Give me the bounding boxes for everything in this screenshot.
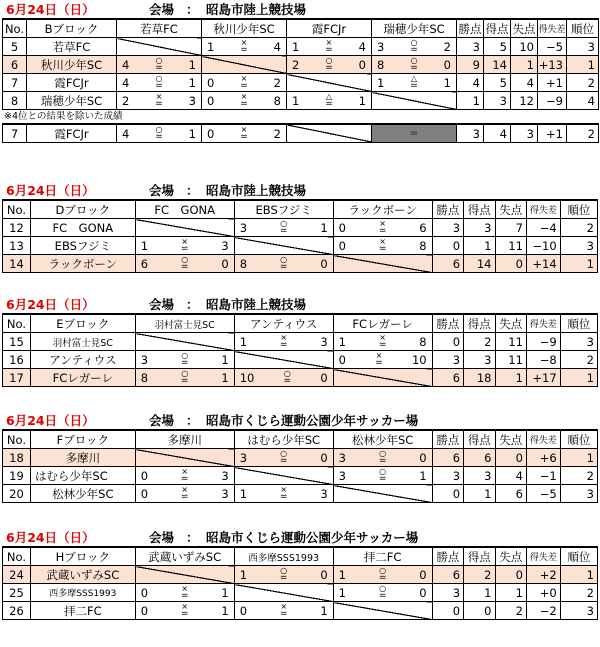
match-result: 1 × = 8	[333, 333, 432, 351]
venue-name: 昭島市くじら運動公園少年サッカー場	[206, 530, 419, 545]
gd-header: 得失差	[526, 430, 560, 449]
table-header-row	[3, 314, 598, 333]
match-result: 1 × = 3	[234, 485, 333, 503]
rank: 2	[560, 219, 597, 237]
goals-against: 11	[495, 333, 526, 351]
rank-header: 順位	[560, 314, 597, 333]
match-result: 1 × = 3	[135, 237, 234, 255]
rank: 1	[560, 449, 597, 467]
goals-against: 12	[511, 92, 538, 110]
match-result: 1 ○ = 0	[234, 566, 333, 584]
goal-difference: −9	[526, 333, 560, 351]
ga-header: 失点	[495, 430, 526, 449]
match-result: 1 △ = 1	[372, 74, 457, 92]
table-row	[3, 449, 598, 467]
venue-colon: ：	[186, 297, 199, 312]
team-name: 霞FCJr	[27, 74, 117, 92]
team-name: EBSフジミ	[30, 237, 135, 255]
rank-header: 順位	[560, 200, 597, 219]
match-result: 4 ○ = 1	[117, 124, 202, 143]
self-match-cell	[135, 219, 234, 237]
match-result: 0 × = 3	[135, 485, 234, 503]
ga-header: 失点	[495, 314, 526, 333]
venue-name: 昭島市陸上競技場	[206, 183, 307, 198]
points-header: 勝点	[432, 200, 463, 219]
goals-for: 0	[464, 602, 495, 620]
team-no: 7	[3, 74, 27, 92]
no-header: No.	[3, 430, 31, 449]
points: 3	[457, 38, 484, 56]
standings-table	[2, 313, 598, 387]
team-name: 武蔵いずみSC	[30, 566, 135, 584]
self-match-cell	[333, 602, 432, 620]
goals-for: 6	[464, 449, 495, 467]
venue-colon: ：	[186, 530, 199, 545]
ga-header: 失点	[495, 200, 526, 219]
match-result: 3 ○ = 1	[135, 351, 234, 369]
goal-difference: +1	[538, 74, 567, 92]
points: 6	[432, 449, 463, 467]
match-result: 0 × = 8	[202, 92, 287, 110]
gf-header: 得点	[484, 19, 511, 38]
team-name: はむら少年SC	[30, 467, 135, 485]
goals-against: 11	[495, 237, 526, 255]
venue-label: 会場	[149, 2, 175, 17]
match-result: 2 × = 3	[117, 92, 202, 110]
points-header: 勝点	[432, 314, 463, 333]
match-result: 3 ○ = 1	[333, 467, 432, 485]
goal-difference: −4	[526, 219, 560, 237]
goal-difference: +13	[538, 56, 567, 74]
goal-difference: +6	[526, 449, 560, 467]
block-header	[2, 413, 598, 429]
venue-label: 会場	[149, 297, 175, 312]
goals-against: 1	[495, 584, 526, 602]
rank: 1	[567, 56, 599, 74]
excluded-results-table	[2, 123, 599, 143]
match-result: 8 ○ = 0	[372, 56, 457, 74]
points: 0	[432, 237, 463, 255]
team-no: 18	[3, 449, 31, 467]
points: 6	[432, 369, 463, 387]
goal-difference: −8	[526, 351, 560, 369]
match-result: 10 ○ = 0	[234, 369, 333, 387]
venue-label: 会場	[149, 530, 175, 545]
table-row	[3, 56, 599, 74]
ga-header: 失点	[495, 547, 526, 566]
column-team: アンティウス	[234, 314, 333, 333]
match-result: 0 × = 2	[202, 74, 287, 92]
self-match-cell	[234, 237, 333, 255]
team-no: 20	[3, 485, 31, 503]
points: 0	[432, 333, 463, 351]
block-header	[2, 183, 598, 199]
column-team: はむら少年SC	[234, 430, 333, 449]
team-name: 若草FC	[27, 38, 117, 56]
no-header: No.	[3, 19, 27, 38]
self-match-cell	[135, 449, 234, 467]
standings-table	[2, 18, 599, 110]
table-row	[3, 124, 599, 143]
team-name: FCレガーレ	[30, 369, 135, 387]
points: 3	[457, 124, 484, 143]
goal-difference: +17	[526, 369, 560, 387]
goals-for: 5	[484, 74, 511, 92]
table-header-row	[3, 19, 599, 38]
match-date: 6月24日（日）	[6, 2, 95, 17]
match-result: 1 × = 3	[234, 333, 333, 351]
block-name: Bブロック	[27, 19, 117, 38]
table-row	[3, 92, 599, 110]
team-name: ラックボーン	[30, 255, 135, 273]
self-match-cell	[234, 351, 333, 369]
goal-difference: −5	[538, 38, 567, 56]
self-match-cell	[333, 485, 432, 503]
goals-for: 2	[464, 566, 495, 584]
rank: 3	[560, 333, 597, 351]
match-result: 3 ○ = 2	[372, 38, 457, 56]
block-b	[2, 2, 599, 143]
team-no: 13	[3, 237, 31, 255]
goals-for: 3	[464, 219, 495, 237]
goals-for: 2	[464, 333, 495, 351]
goals-against: 1	[511, 56, 538, 74]
points: 0	[432, 602, 463, 620]
venue-colon: ：	[186, 2, 199, 17]
match-result: 3 ○ = 0	[333, 449, 432, 467]
match-result: 1 × = 4	[202, 38, 287, 56]
block-name: Eブロック	[30, 314, 135, 333]
venue-colon: ：	[186, 413, 199, 428]
block-d	[2, 183, 598, 273]
team-name: 松林少年SC	[30, 485, 135, 503]
goals-against: 0	[495, 566, 526, 584]
goal-difference: −9	[538, 92, 567, 110]
team-no: 5	[3, 38, 27, 56]
goal-difference: +14	[526, 255, 560, 273]
table-row	[3, 467, 598, 485]
block-f	[2, 413, 598, 503]
self-match-cell	[234, 584, 333, 602]
points: 6	[432, 255, 463, 273]
team-name: 多摩川	[30, 449, 135, 467]
match-result: 0 × = 1	[234, 602, 333, 620]
self-match-cell	[287, 74, 372, 92]
self-match-cell	[234, 467, 333, 485]
match-result: 0 × = 1	[135, 602, 234, 620]
team-no: 12	[3, 219, 31, 237]
table-row	[3, 566, 598, 584]
table-header-row	[3, 200, 598, 219]
rank: 3	[560, 602, 597, 620]
goals-for: 1	[464, 485, 495, 503]
team-no: 6	[3, 56, 27, 74]
points: 3	[432, 584, 463, 602]
no-header: No.	[3, 314, 31, 333]
goals-against: 1	[495, 369, 526, 387]
points: 4	[457, 74, 484, 92]
venue-name: 昭島市くじら運動公園少年サッカー場	[206, 413, 419, 428]
block-name: Hブロック	[30, 547, 135, 566]
venue-name: 昭島市陸上競技場	[206, 2, 307, 17]
goals-for: 14	[484, 56, 511, 74]
team-no: 7	[3, 124, 27, 143]
table-header-row	[3, 430, 598, 449]
team-name: 秋川少年SC	[27, 56, 117, 74]
match-result: 0 × = 2	[202, 124, 287, 143]
footnote: ※4位との結果を除いた成績	[4, 111, 123, 122]
table-row	[3, 237, 598, 255]
venue-label: 会場	[149, 183, 175, 198]
points: 1	[457, 92, 484, 110]
self-match-cell	[333, 255, 432, 273]
match-date: 6月24日（日）	[6, 297, 95, 312]
goals-against: 4	[511, 74, 538, 92]
block-header	[2, 530, 598, 546]
points-header: 勝点	[432, 547, 463, 566]
match-result: 0 × = 1	[135, 584, 234, 602]
excluded-cell: =	[372, 124, 457, 143]
table-row	[3, 485, 598, 503]
column-team: 松林少年SC	[333, 430, 432, 449]
team-no: 15	[3, 333, 31, 351]
match-result: 0 × = 10	[333, 351, 432, 369]
match-result: 6 ○ = 0	[135, 255, 234, 273]
column-team: 多摩川	[135, 430, 234, 449]
block-e	[2, 297, 598, 387]
points: 3	[432, 351, 463, 369]
match-result: 0 × = 6	[333, 219, 432, 237]
column-team: FC GONA	[135, 200, 234, 219]
goals-for: 14	[464, 255, 495, 273]
goal-difference: −10	[526, 237, 560, 255]
table-row	[3, 369, 598, 387]
standings-table	[2, 546, 598, 620]
column-team: 霞FCJr	[287, 19, 372, 38]
match-result: 1 × = 4	[287, 38, 372, 56]
block-name: Fブロック	[30, 430, 135, 449]
column-team: 若草FC	[117, 19, 202, 38]
goals-for: 3	[464, 467, 495, 485]
match-result: 1 ○ = 0	[333, 566, 432, 584]
rank: 2	[560, 467, 597, 485]
rank-header: 順位	[567, 19, 599, 38]
rank: 2	[560, 584, 597, 602]
goals-against: 3	[511, 124, 538, 143]
rank: 3	[567, 38, 599, 56]
ga-header: 失点	[511, 19, 538, 38]
team-no: 25	[3, 584, 31, 602]
goals-against: 11	[495, 351, 526, 369]
rank: 1	[560, 255, 597, 273]
gf-header: 得点	[464, 547, 495, 566]
table-row	[3, 584, 598, 602]
team-name: 拝二FC	[30, 602, 135, 620]
rank: 3	[560, 237, 597, 255]
table-header-row	[3, 547, 598, 566]
match-result: 4 ○ = 1	[117, 56, 202, 74]
column-team: EBSフジミ	[234, 200, 333, 219]
gd-header: 得失差	[526, 314, 560, 333]
table-row	[3, 219, 598, 237]
goal-difference: −5	[526, 485, 560, 503]
team-name: FC GONA	[30, 219, 135, 237]
match-result: 2 ○ = 0	[287, 56, 372, 74]
goals-for: 4	[484, 124, 511, 143]
column-team: ラックボーン	[333, 200, 432, 219]
rank: 4	[567, 92, 599, 110]
goals-against: 0	[495, 449, 526, 467]
match-result: 0 × = 3	[135, 467, 234, 485]
gd-header: 得失差	[526, 547, 560, 566]
goals-for: 1	[464, 237, 495, 255]
goal-difference: −2	[526, 602, 560, 620]
team-no: 17	[3, 369, 31, 387]
table-row	[3, 333, 598, 351]
table-row	[3, 255, 598, 273]
goal-difference: +2	[526, 566, 560, 584]
goals-for: 1	[464, 584, 495, 602]
match-result: 4 ○ = 1	[117, 74, 202, 92]
rank: 2	[567, 124, 599, 143]
points: 9	[457, 56, 484, 74]
column-team: 秋川少年SC	[202, 19, 287, 38]
points-header: 勝点	[457, 19, 484, 38]
team-no: 24	[3, 566, 31, 584]
no-header: No.	[3, 200, 31, 219]
goal-difference: +1	[538, 124, 567, 143]
match-result: 8 ○ = 0	[234, 255, 333, 273]
venue-label: 会場	[149, 413, 175, 428]
rank: 2	[567, 74, 599, 92]
goal-difference: +0	[526, 584, 560, 602]
standings-table	[2, 429, 598, 503]
goals-against: 2	[495, 602, 526, 620]
goals-against: 6	[495, 485, 526, 503]
block-h	[2, 530, 598, 620]
goals-for: 5	[484, 38, 511, 56]
block-header	[2, 297, 598, 313]
column-team: FCレガーレ	[333, 314, 432, 333]
block-name: Dブロック	[30, 200, 135, 219]
match-result: 1 ○ = 0	[333, 584, 432, 602]
match-date: 6月24日（日）	[6, 530, 95, 545]
team-no: 26	[3, 602, 31, 620]
gf-header: 得点	[464, 200, 495, 219]
team-name: 西多摩SSS1993	[30, 584, 135, 602]
self-match-cell	[202, 56, 287, 74]
rank: 1	[560, 369, 597, 387]
column-team: 羽村富士見SC	[135, 314, 234, 333]
match-result: 0 × = 8	[333, 237, 432, 255]
match-result: 3 ○ = 1	[234, 219, 333, 237]
match-date: 6月24日（日）	[6, 183, 95, 198]
team-no: 16	[3, 351, 31, 369]
team-name: 瑞穂少年SC	[27, 92, 117, 110]
venue-name: 昭島市陸上競技場	[206, 297, 307, 312]
column-team: 武蔵いずみSC	[135, 547, 234, 566]
gf-header: 得点	[464, 430, 495, 449]
goal-difference: −1	[526, 467, 560, 485]
team-name: 羽村富士見SC	[30, 333, 135, 351]
match-result: 8 ○ = 1	[135, 369, 234, 387]
table-row	[3, 602, 598, 620]
self-match-cell	[117, 38, 202, 56]
rank-header: 順位	[560, 547, 597, 566]
goals-for: 3	[484, 92, 511, 110]
table-row	[3, 74, 599, 92]
self-match-cell	[135, 333, 234, 351]
rank: 2	[560, 351, 597, 369]
goals-against: 4	[495, 467, 526, 485]
goals-against: 7	[495, 219, 526, 237]
standings-table	[2, 199, 598, 273]
self-match-cell	[135, 566, 234, 584]
goals-against: 10	[511, 38, 538, 56]
column-team: 西多摩SSS1993	[234, 547, 333, 566]
rank: 1	[560, 566, 597, 584]
match-result: 1 △ = 1	[287, 92, 372, 110]
column-team: 瑞穂少年SC	[372, 19, 457, 38]
team-no: 8	[3, 92, 27, 110]
gd-header: 得失差	[526, 200, 560, 219]
rank-header: 順位	[560, 430, 597, 449]
venue-colon: ：	[186, 183, 199, 198]
rank: 3	[560, 485, 597, 503]
team-name: 霞FCJr	[27, 124, 117, 143]
points: 0	[432, 485, 463, 503]
match-result: 3 ○ = 0	[234, 449, 333, 467]
self-match-cell	[333, 369, 432, 387]
gf-header: 得点	[464, 314, 495, 333]
block-header	[2, 2, 599, 18]
table-row	[3, 351, 598, 369]
gd-header: 得失差	[538, 19, 567, 38]
points: 3	[432, 219, 463, 237]
self-match-cell	[372, 92, 457, 110]
no-header: No.	[3, 547, 31, 566]
self-match-cell	[287, 124, 372, 143]
team-no: 14	[3, 255, 31, 273]
column-team: 拝二FC	[333, 547, 432, 566]
points: 6	[432, 566, 463, 584]
points: 3	[432, 467, 463, 485]
goals-against: 0	[495, 255, 526, 273]
goals-for: 18	[464, 369, 495, 387]
team-name: アンティウス	[30, 351, 135, 369]
goals-for: 3	[464, 351, 495, 369]
team-no: 19	[3, 467, 31, 485]
points-header: 勝点	[432, 430, 463, 449]
table-row	[3, 38, 599, 56]
match-date: 6月24日（日）	[6, 413, 95, 428]
